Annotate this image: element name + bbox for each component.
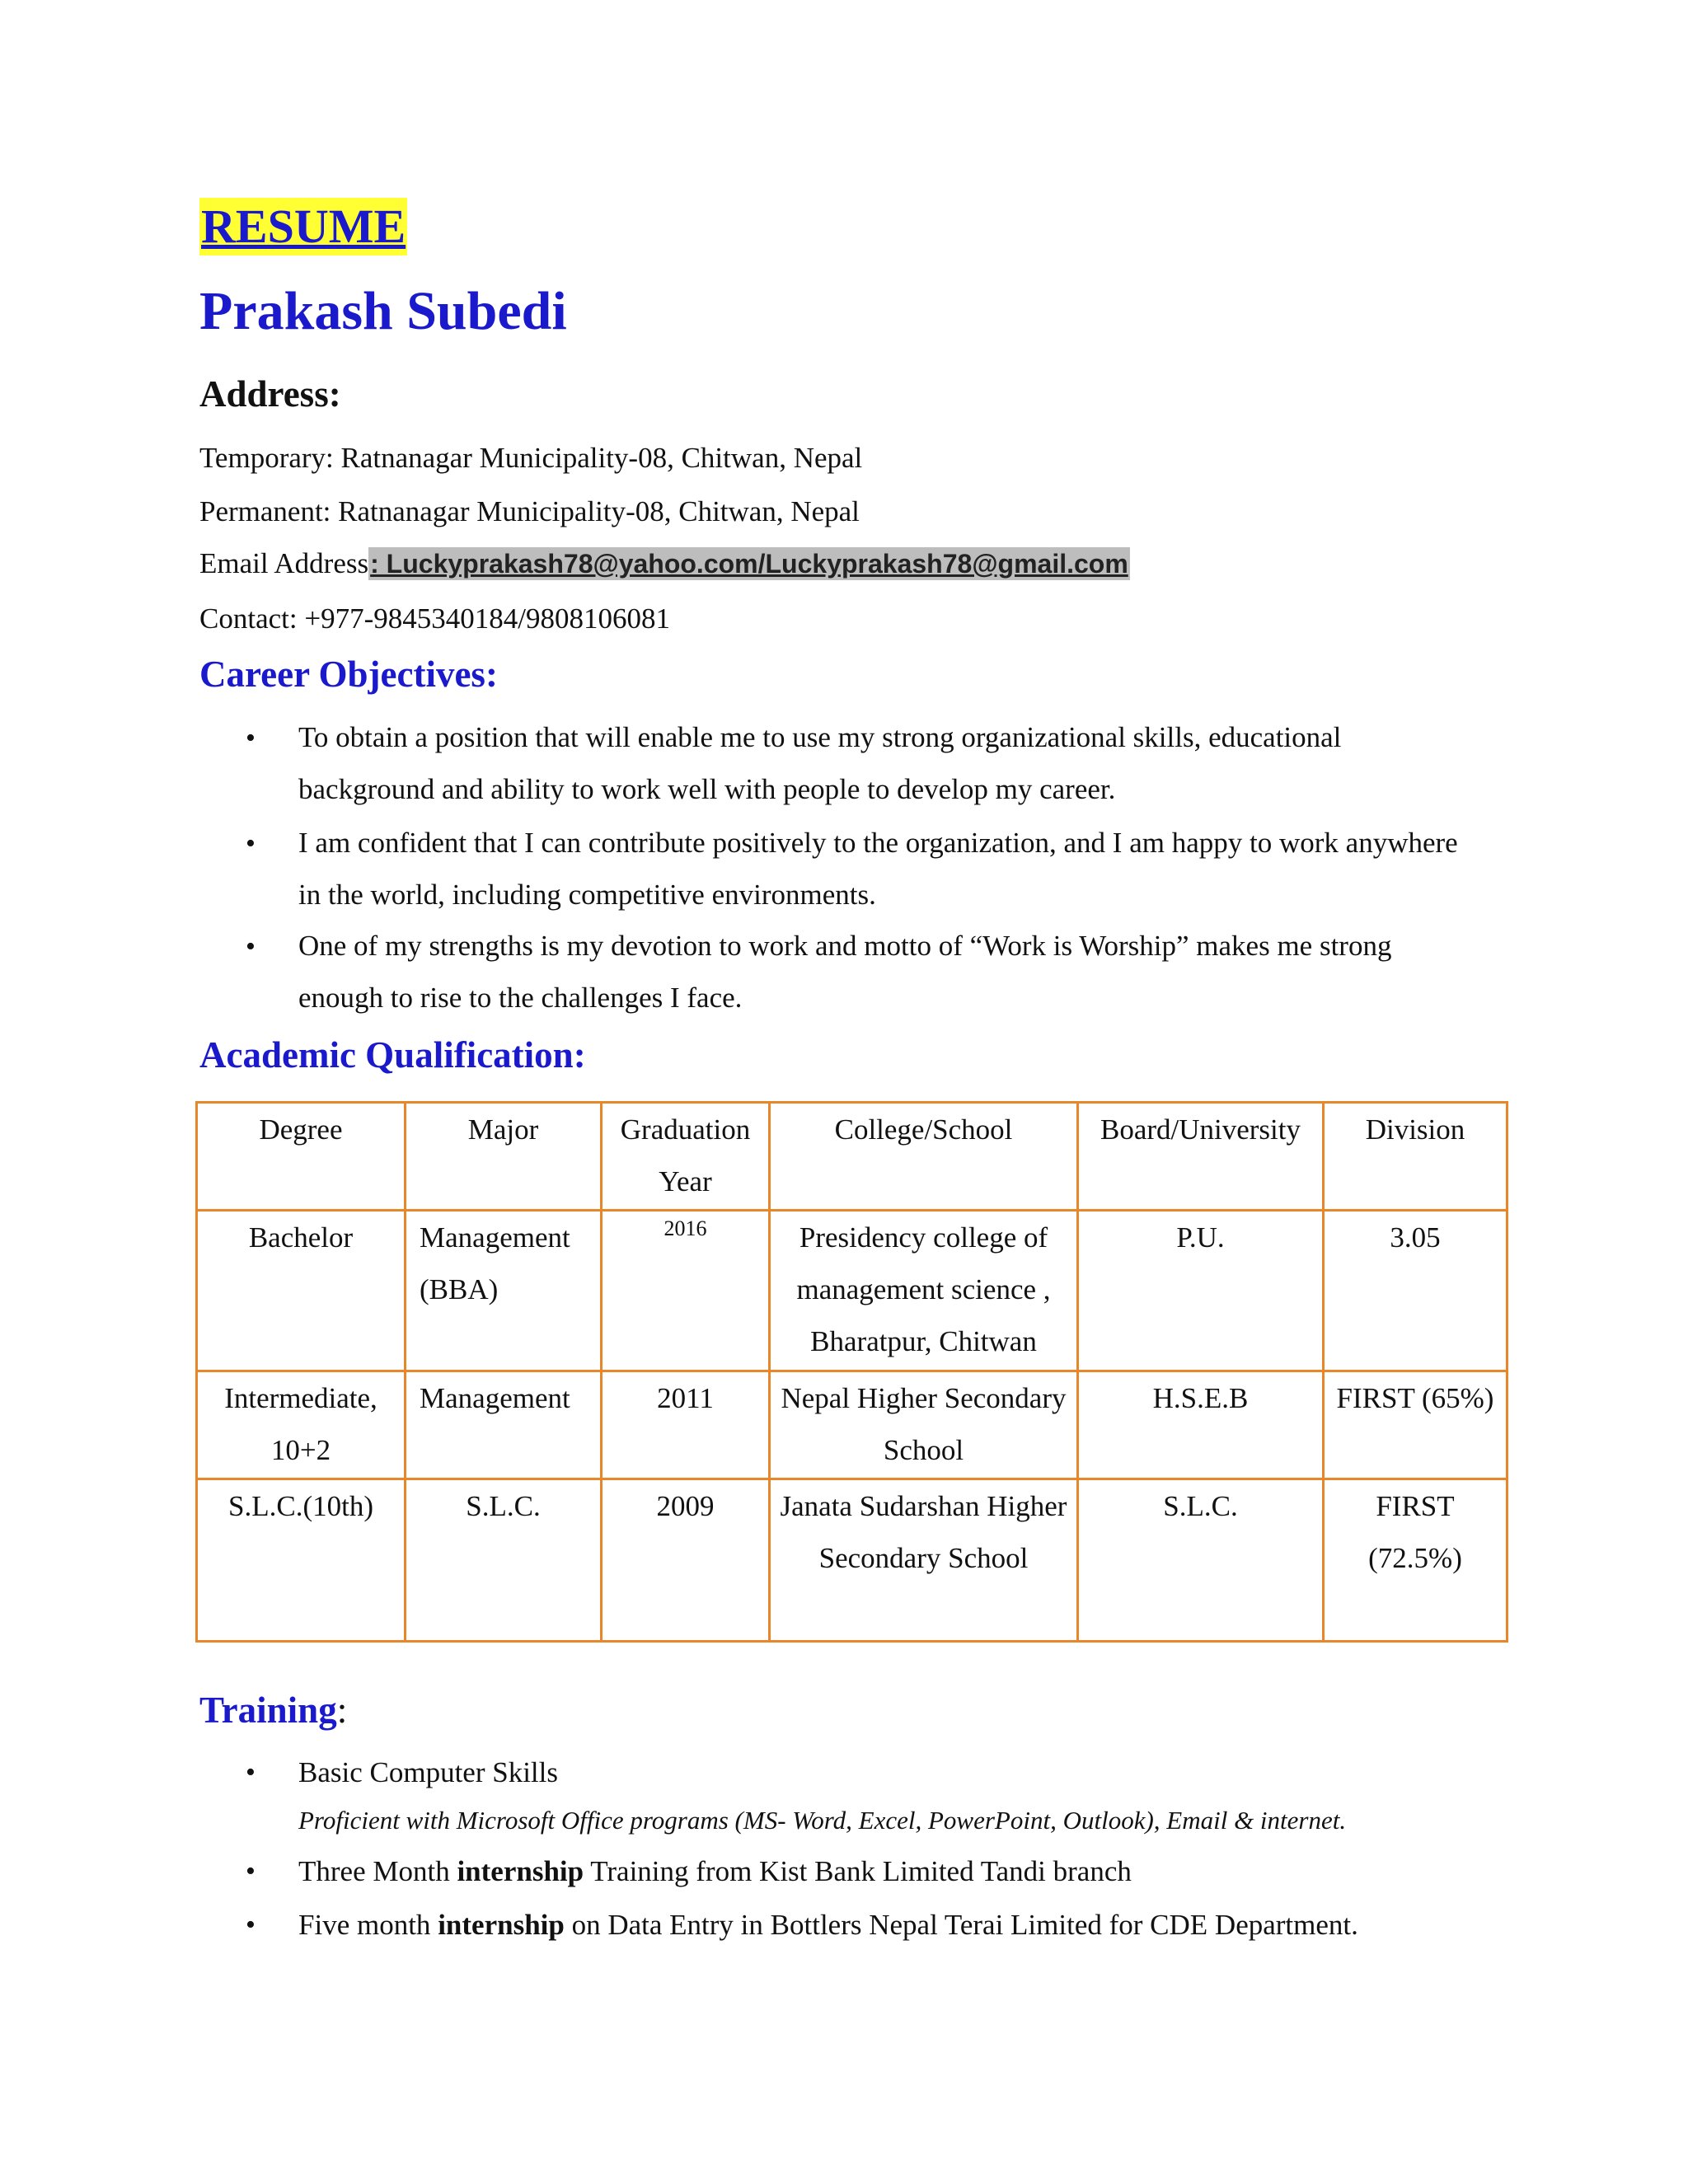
training-item-3-pre: Five month [298,1909,438,1941]
candidate-name: Prakash Subedi [199,281,567,341]
table-cell: Presidency college of management science , Bharatpur, Chitwan [770,1211,1078,1371]
table-cell: Management (BBA) [406,1211,602,1371]
training-heading-colon: : [336,1690,348,1731]
training-item-1-detail: Proficient with Microsoft Office programs (MS- Word, Excel, PowerPoint, Outlook), Email & internet. [298,1806,1347,1835]
address-heading: Address: [199,373,341,415]
table-cell: 3.05 [1324,1211,1507,1371]
bullet-icon: • [246,828,256,859]
permanent-address: Permanent: Ratnanagar Municipality-08, Chitwan, Nepal [199,495,860,527]
email-label: Email Address [199,547,369,579]
training-item-2-bold: internship [457,1855,584,1887]
table-cell: Management [406,1371,602,1479]
academic-table [195,1101,1508,1643]
training-heading-label: Training [199,1690,337,1731]
column-header: Major [406,1103,602,1211]
table-cell: S.L.C.(10th) [197,1479,406,1642]
table-row [197,1479,1507,1642]
resume-title: RESUME [199,198,407,255]
table-cell: 2016 [602,1211,770,1371]
table-cell: P.U. [1078,1211,1324,1371]
column-header: College/School [770,1103,1078,1211]
table-cell: H.S.E.B [1078,1371,1324,1479]
bullet-icon: • [246,1910,256,1940]
academic-qualification-heading: Academic Qualification: [199,1034,586,1076]
table-row [197,1371,1507,1479]
career-objectives-heading: Career Objectives: [199,654,498,695]
table-cell: Intermediate, 10+2 [197,1371,406,1479]
training-item-3 [298,1906,1358,1944]
contact-line: Contact: +977-9845340184/9808106081 [199,602,670,635]
column-header: Board/University [1078,1103,1324,1211]
table-header-row [197,1103,1507,1211]
email-line [199,545,1130,583]
table-cell: S.L.C. [1078,1479,1324,1642]
table-cell: FIRST (72.5%) [1324,1479,1507,1642]
career-bullet-2: I am confident that I can contribute positively to the organization, and I am happy to work anywhere in the world, including competitive environments. [298,827,1458,911]
bullet-icon: • [246,1757,256,1788]
table-cell: Janata Sudarshan Higher Secondary School [770,1479,1078,1642]
training-item-1: Basic Computer Skills [298,1756,558,1788]
column-header: Graduation Year [602,1103,770,1211]
training-item-2-pre: Three Month [298,1855,457,1887]
email-link[interactable]: : Luckyprakash78@yahoo.com/Luckyprakash78@gmail.com [370,549,1128,579]
table-row [197,1211,1507,1371]
career-bullet-1: To obtain a position that will enable me to use my strong organizational skills, educational background and ability to work well with people to develop my career. [298,721,1342,805]
table-cell: FIRST (65%) [1324,1371,1507,1479]
table-cell: 2009 [602,1479,770,1642]
training-heading [199,1687,347,1733]
table-cell: Nepal Higher Secondary School [770,1371,1078,1479]
training-item-3-bold: internship [438,1909,565,1941]
bullet-icon: • [246,723,256,753]
column-header: Division [1324,1103,1507,1211]
bullet-icon: • [246,1856,256,1886]
column-header: Degree [197,1103,406,1211]
table-cell: 2011 [602,1371,770,1479]
training-item-3-post: on Data Entry in Bottlers Nepal Terai Limited for CDE Department. [564,1909,1358,1941]
temporary-address: Temporary: Ratnanagar Municipality-08, Chitwan, Nepal [199,442,863,474]
table-cell: Bachelor [197,1211,406,1371]
training-item-2-post: Training from Kist Bank Limited Tandi branch [584,1855,1132,1887]
bullet-icon: • [246,931,256,962]
career-bullet-3: One of my strengths is my devotion to work and motto of “Work is Worship” makes me strong enough to rise to the challenges I face. [298,930,1392,1014]
table-cell: S.L.C. [406,1479,602,1642]
training-item-2 [298,1853,1132,1891]
